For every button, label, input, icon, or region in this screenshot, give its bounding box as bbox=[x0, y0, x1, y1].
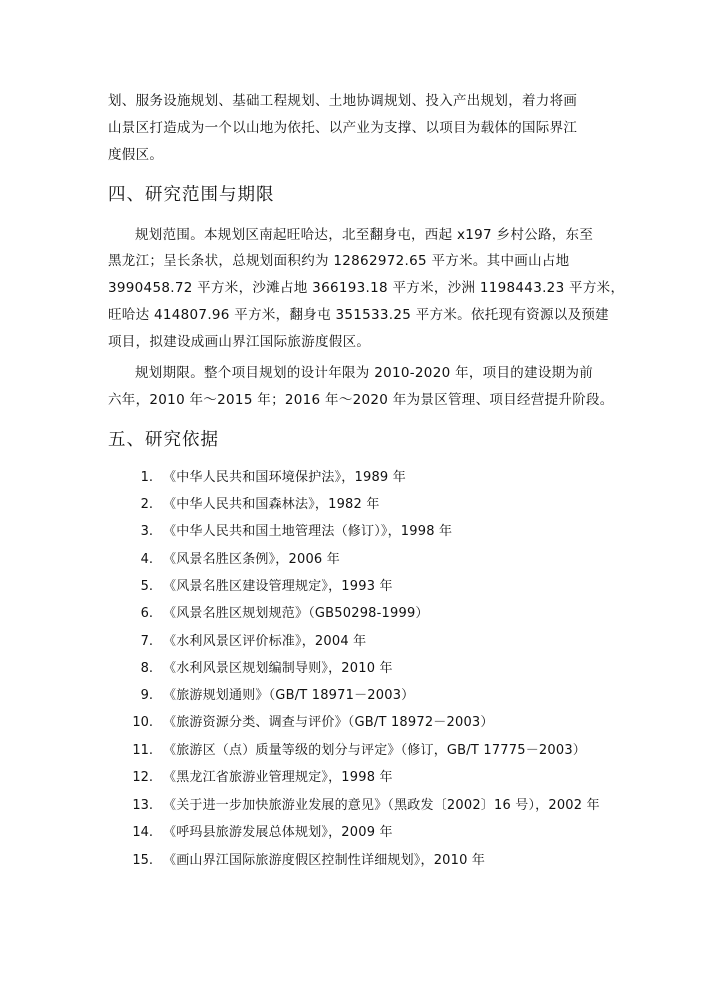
list-item bbox=[0, 823, 703, 843]
list-item-number: 10. bbox=[132, 715, 153, 730]
list-item bbox=[0, 741, 703, 761]
scope-line-4: 旺哈达 414807.96 平方米，翻身屯 351533.25 平方米。依托现有资源以及预建 bbox=[108, 307, 609, 323]
list-item bbox=[0, 604, 703, 624]
list-item bbox=[0, 522, 703, 542]
list-item-text: 《水利风景区评价标准》，2004 年 bbox=[163, 634, 367, 649]
list-item-number: 8. bbox=[140, 661, 153, 676]
list-item-number: 9. bbox=[140, 688, 153, 703]
list-item-number: 15. bbox=[132, 853, 153, 868]
list-item-number: 7. bbox=[140, 634, 153, 649]
list-item-text: 《风景名胜区条例》，2006 年 bbox=[163, 552, 340, 567]
list-item bbox=[0, 632, 703, 652]
section-5-heading: 五、研究依据 bbox=[108, 430, 219, 450]
list-item bbox=[0, 659, 703, 679]
list-item-number: 6. bbox=[140, 606, 153, 621]
list-item-text: 《中华人民共和国环境保护法》，1989 年 bbox=[163, 470, 406, 485]
scope-line-3: 3990458.72 平方米，沙滩占地 366193.18 平方米，沙洲 1198443.23 平方米， bbox=[108, 280, 625, 296]
list-item-text: 《中华人民共和国森林法》，1982 年 bbox=[163, 497, 380, 512]
list-item-text: 《旅游区（点）质量等级的划分与评定》（修订，GB/T 17775－2003） bbox=[163, 743, 586, 758]
list-item-text: 《水利风景区规划编制导则》，2010 年 bbox=[163, 661, 393, 676]
list-item-text: 《关于进一步加快旅游业发展的意见》（黑政发〔2002〕16 号），2002 年 bbox=[163, 798, 600, 813]
list-item-text: 《风景名胜区建设管理规定》，1993 年 bbox=[163, 579, 393, 594]
intro-line-3: 度假区。 bbox=[108, 147, 164, 163]
list-item bbox=[0, 495, 703, 515]
list-item-text: 《画山界江国际旅游度假区控制性详细规划》，2010 年 bbox=[163, 853, 486, 868]
list-item bbox=[0, 713, 703, 733]
list-item bbox=[0, 851, 703, 871]
scope-line-1: 规划范围。本规划区南起旺哈达，北至翻身屯，西起 x197 乡村公路，东至 bbox=[135, 227, 594, 243]
intro-line-2: 山景区打造成为一个以山地为依托、以产业为支撑、以项目为载体的国际界江 bbox=[108, 120, 578, 136]
list-item-number: 12. bbox=[132, 770, 153, 785]
intro-line-1: 划、服务设施规划、基础工程规划、土地协调规划、投入产出规划，着力将画 bbox=[108, 93, 578, 109]
list-item-number: 2. bbox=[140, 497, 153, 512]
list-item-number: 4. bbox=[140, 552, 153, 567]
list-item-number: 11. bbox=[132, 743, 153, 758]
section-4-heading: 四、研究范围与期限 bbox=[108, 185, 275, 205]
list-item-text: 《风景名胜区规划规范》（GB50298-1999） bbox=[163, 606, 429, 621]
list-item bbox=[0, 577, 703, 597]
period-line-2: 六年，2010 年～2015 年；2016 年～2020 年为景区管理、项目经营提升阶段。 bbox=[108, 392, 614, 408]
list-item bbox=[0, 796, 703, 816]
list-item-text: 《中华人民共和国土地管理法（修订）》，1998 年 bbox=[163, 524, 453, 539]
list-item bbox=[0, 768, 703, 788]
list-item-number: 3. bbox=[140, 524, 153, 539]
list-item-text: 《旅游规划通则》（GB/T 18971－2003） bbox=[163, 688, 415, 703]
scope-line-2: 黑龙江；呈长条状，总规划面积约为 12862972.65 平方米。其中画山占地 bbox=[108, 253, 570, 269]
list-item-number: 1. bbox=[140, 470, 153, 485]
list-item bbox=[0, 686, 703, 706]
list-item-number: 14. bbox=[132, 825, 153, 840]
scope-line-5: 项目，拟建设成画山界江国际旅游度假区。 bbox=[108, 334, 371, 350]
list-item bbox=[0, 468, 703, 488]
period-line-1: 规划期限。整个项目规划的设计年限为 2010-2020 年，项目的建设期为前 bbox=[135, 365, 594, 381]
list-item-text: 《呼玛县旅游发展总体规划》，2009 年 bbox=[163, 825, 393, 840]
list-item bbox=[0, 550, 703, 570]
list-item-number: 5. bbox=[140, 579, 153, 594]
list-item-text: 《黑龙江省旅游业管理规定》，1998 年 bbox=[163, 770, 393, 785]
list-item-number: 13. bbox=[132, 798, 153, 813]
list-item-text: 《旅游资源分类、调查与评价》（GB/T 18972－2003） bbox=[163, 715, 494, 730]
